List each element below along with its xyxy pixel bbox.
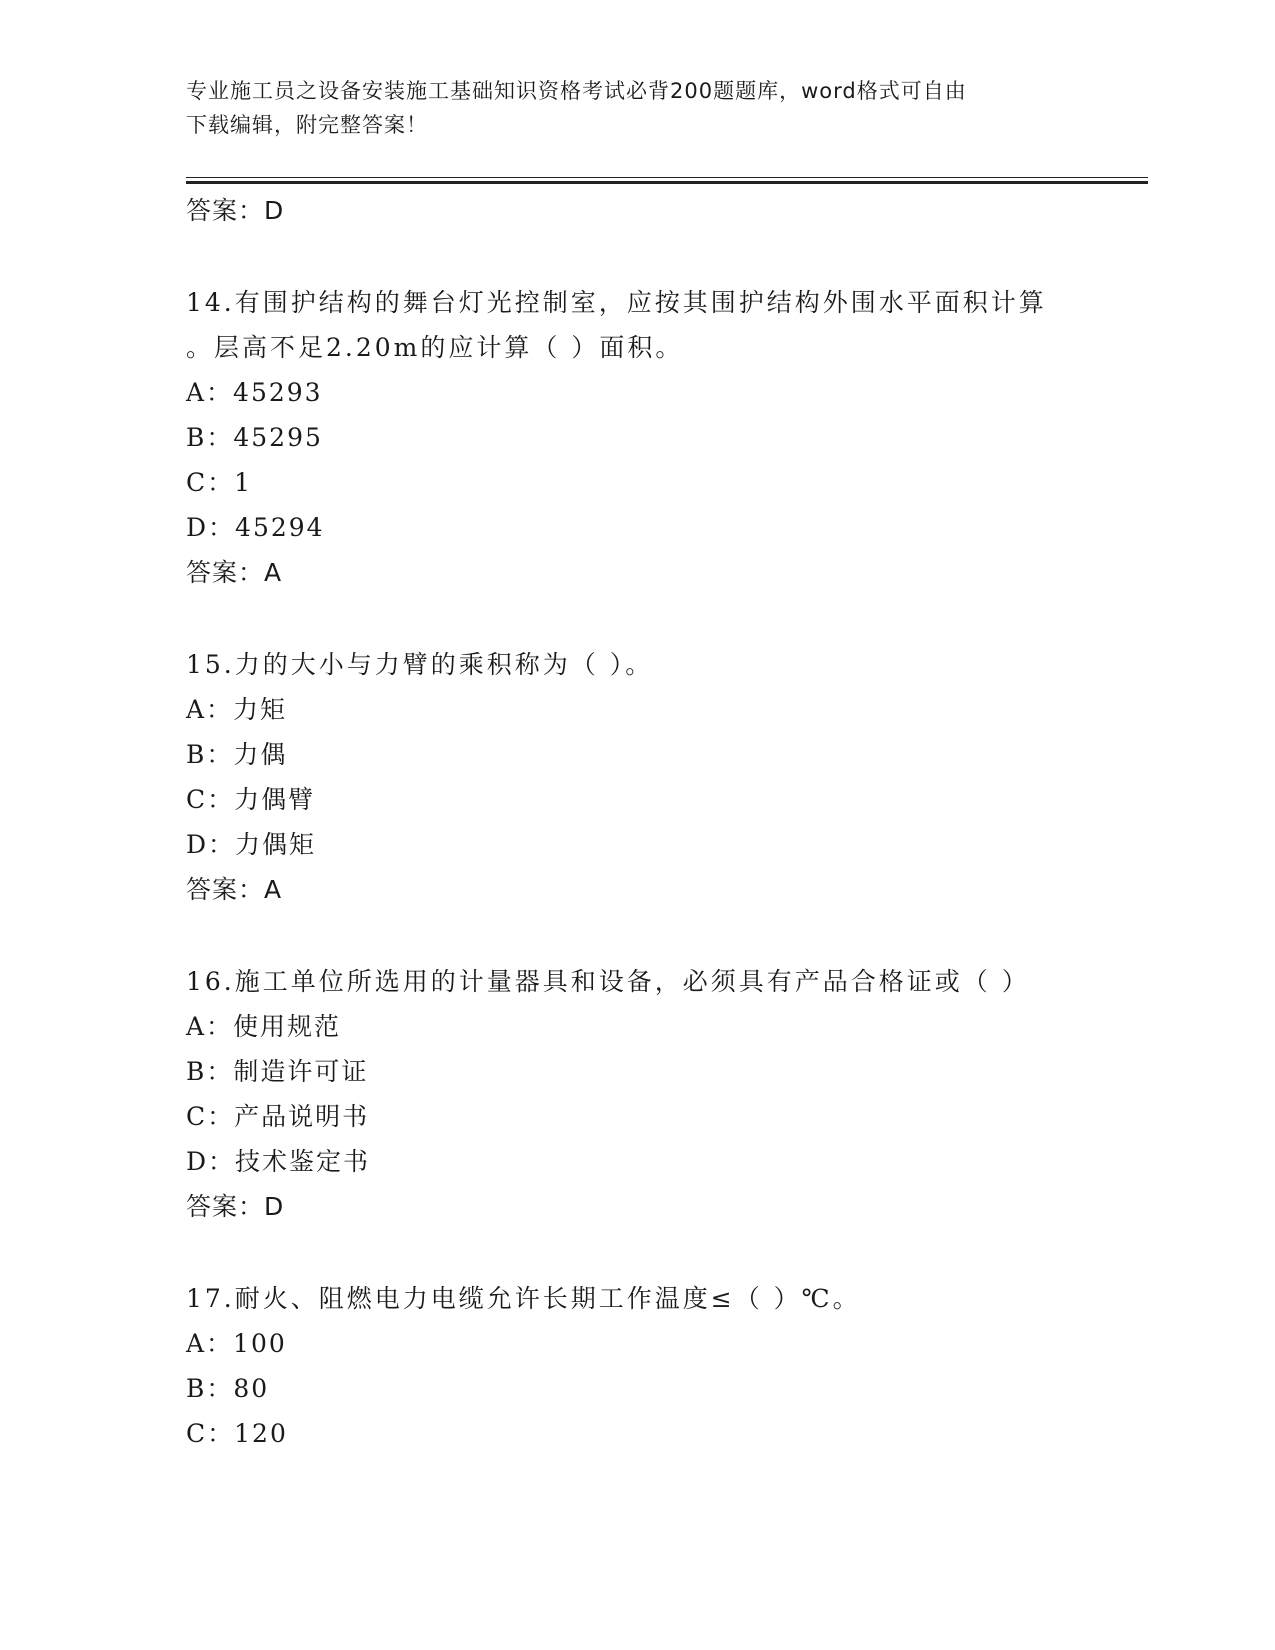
option-a: A：45293 <box>186 378 323 407</box>
option-d: D：力偶矩 <box>186 830 317 859</box>
question-text: 17.耐火、阻燃电力电缆允许长期工作温度≤（ ）℃。 <box>186 1284 861 1313</box>
option-c: C：力偶臂 <box>186 785 316 814</box>
question-text: 16.施工单位所选用的计量器具和设备，必须具有产品合格证或（ ） <box>186 967 1030 996</box>
header-divider-thick <box>186 181 1148 184</box>
header-line-2: 下载编辑，附完整答案！ <box>186 113 428 137</box>
question-16 <box>186 959 1086 1229</box>
option-c: C：1 <box>186 468 253 497</box>
answer: 答案：A <box>186 875 283 904</box>
option-d: D：45294 <box>186 513 325 542</box>
option-c: C：产品说明书 <box>186 1102 370 1131</box>
question-17 <box>186 1276 1086 1456</box>
question-14 <box>186 280 1086 595</box>
answer: 答案：D <box>186 1192 285 1221</box>
question-15 <box>186 642 1086 912</box>
option-a: A：100 <box>186 1329 287 1358</box>
header-divider-thin <box>186 177 1148 178</box>
header-line-1: 专业施工员之设备安装施工基础知识资格考试必背200题题库，word格式可自由 <box>186 79 967 103</box>
option-c: C：120 <box>186 1419 288 1448</box>
option-b: B：力偶 <box>186 740 288 769</box>
option-b: B：制造许可证 <box>186 1057 369 1086</box>
option-d: D：技术鉴定书 <box>186 1147 371 1176</box>
option-b: B：80 <box>186 1374 270 1403</box>
answer: 答案：A <box>186 558 283 587</box>
question-text: 14.有围护结构的舞台灯光控制室，应按其围护结构外围水平面积计算 <box>186 288 1047 317</box>
option-b: B：45295 <box>186 423 323 452</box>
question-text-continued: 。层高不足2.20m的应计算（ ）面积。 <box>186 333 684 362</box>
question-text: 15.力的大小与力臂的乘积称为（ ）。 <box>186 650 654 679</box>
option-a: A：使用规范 <box>186 1012 342 1041</box>
previous-answer: 答案：D <box>186 196 285 225</box>
question-list <box>186 188 1086 1456</box>
document-header <box>186 74 1066 142</box>
option-a: A：力矩 <box>186 695 288 724</box>
